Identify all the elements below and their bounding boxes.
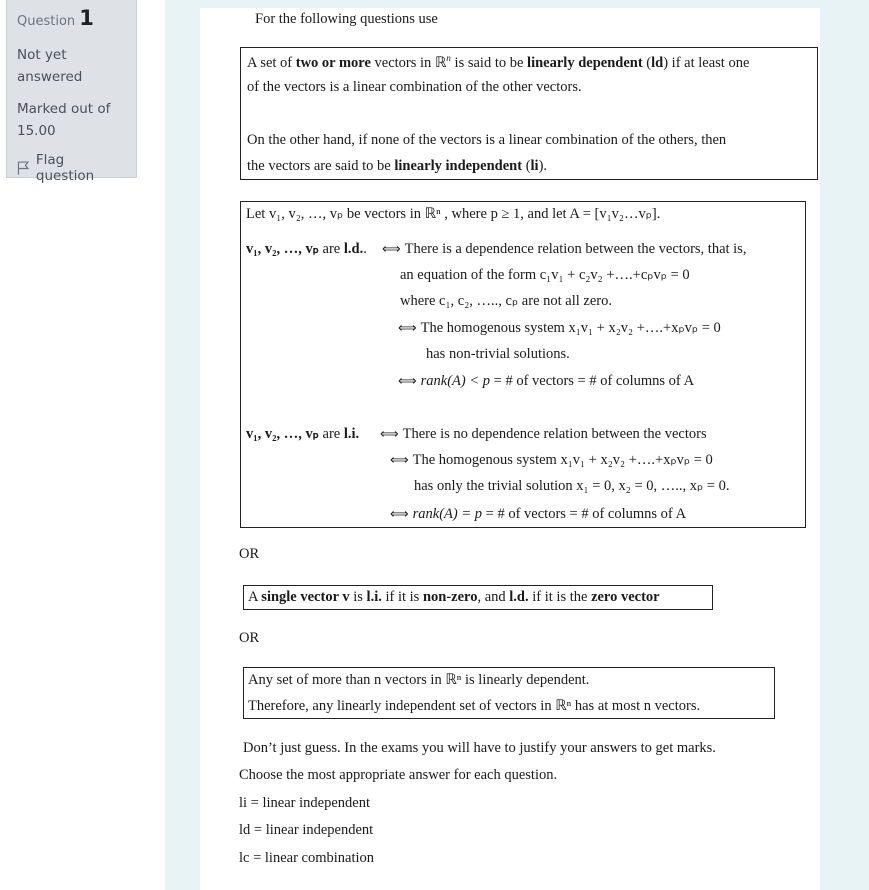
- ld-line-4: ⟺ The homogenous system x₁v₁ + x₂v₂ +….+xₚvₚ = 0: [398, 320, 721, 336]
- flag-icon: [17, 161, 30, 175]
- instruction-line-2: Choose the most appropriate answer for each question.: [239, 767, 558, 783]
- abbrev-ld: ld = linear independent: [239, 822, 374, 838]
- single-vector-text: A single vector v is l.i. if it is non-zero, and l.d. if it is the zero vector: [248, 589, 660, 605]
- status-line-1: Not yet: [17, 47, 67, 63]
- ld-line-2: an equation of the form c₁v₁ + c₂v₂ +….+cₚvₚ = 0: [400, 267, 690, 283]
- li-line-1: ⟺ There is no dependence relation between the vectors: [380, 426, 707, 442]
- ld-line-6: ⟺ rank(A) < p = # of vectors = # of columns of A: [398, 373, 695, 389]
- or-separator-1: OR: [239, 546, 260, 562]
- def-line-3: On the other hand, if none of the vectors is a linear combination of the others, then: [247, 132, 727, 148]
- ld-line-5: has non-trivial solutions.: [426, 346, 570, 362]
- ld-line-3: where c₁, c₂, ….., cₚ are not all zero.: [400, 293, 612, 309]
- question-label: Question: [17, 14, 76, 29]
- max-vectors-line-1: Any set of more than n vectors in ℝⁿ is linearly dependent.: [248, 672, 590, 688]
- max-vectors-line-2: Therefore, any linearly independent set of vectors in ℝⁿ has at most n vectors.: [248, 698, 701, 714]
- def-line-2: of the vectors is a linear combination of the other vectors.: [247, 79, 582, 95]
- question-info: [6, 0, 137, 184]
- marks-line-2: 15.00: [17, 123, 56, 139]
- abbrev-li: li = linear independent: [239, 795, 370, 811]
- instruction-line-1: Don’t just guess. In the exams you will have to justify your answers to get marks.: [243, 740, 716, 756]
- li-line-2: ⟺ The homogenous system x₁v₁ + x₂v₂ +….+xₚvₚ = 0: [390, 452, 713, 468]
- ld-line-1: ⟺ There is a dependence relation between the vectors, that is,: [382, 241, 747, 257]
- or-separator-2: OR: [239, 630, 260, 646]
- def-line-1: A set of two or more vectors in ℝ$^n$ is said to be linearly dependent (ld) if at least one: [247, 53, 750, 71]
- flag-question-label: Flag question: [35, 152, 95, 184]
- flag-question-button[interactable]: [17, 152, 126, 184]
- marks-line-1: Marked out of: [17, 101, 111, 117]
- question-number-value: 1: [79, 6, 94, 30]
- li-condition: v₁, v₂, …, vₚ are l.i.: [246, 426, 360, 442]
- li-line-3: has only the trivial solution x₁ = 0, x₂ = 0, ….., xₚ = 0.: [414, 478, 730, 494]
- status-line-2: answered: [17, 69, 83, 85]
- question-number: [17, 6, 126, 30]
- li-line-4: ⟺ rank(A) = p = # of vectors = # of columns of A: [390, 506, 687, 522]
- abbrev-lc: lc = linear combination: [239, 850, 375, 866]
- intro-text: For the following questions use: [255, 11, 438, 27]
- ld-condition: v₁, v₂, …, vₚ are l.d..: [246, 241, 367, 257]
- theorem-let-line: Let v₁, v₂, …, vₚ be vectors in ℝⁿ , where p ≥ 1, and let A = [v₁v₂…vₚ].: [246, 206, 661, 222]
- def-line-4: the vectors are said to be linearly independent (li).: [247, 158, 548, 174]
